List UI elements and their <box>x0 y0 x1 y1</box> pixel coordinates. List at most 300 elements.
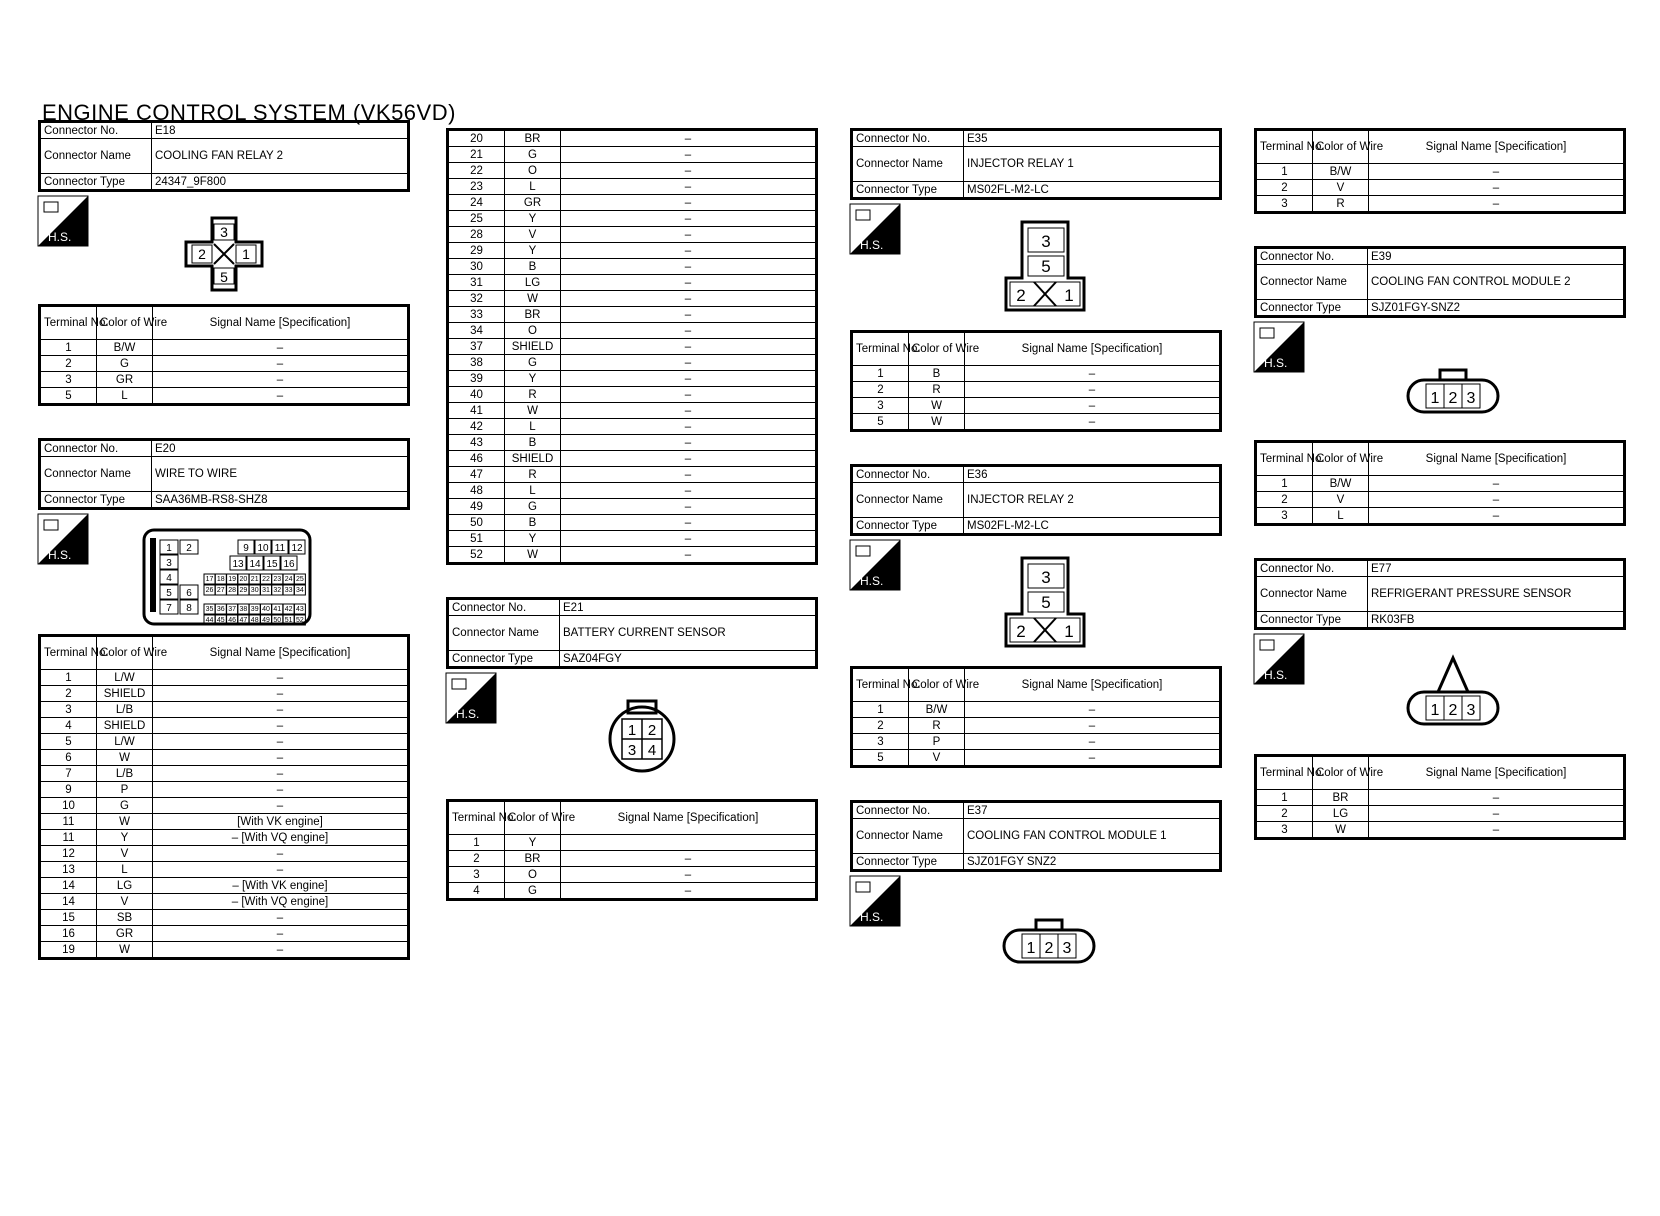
signal-cell: – <box>153 702 409 718</box>
pin-label: 23 <box>273 576 282 583</box>
signal-cell: – <box>153 846 409 862</box>
table-row <box>852 398 1221 414</box>
header-signal: Signal Name [Specification] <box>965 332 1221 366</box>
color-cell: SB <box>97 910 153 926</box>
color-cell: O <box>505 867 561 883</box>
table-row <box>448 339 817 355</box>
table-row <box>448 419 817 435</box>
table-row <box>1256 508 1625 525</box>
terminal-cell: 10 <box>40 798 97 814</box>
label: Connector No. <box>448 599 560 616</box>
connector-type: SAZ04FGY <box>560 651 817 668</box>
pin-label: 48 <box>250 617 259 624</box>
table-row <box>40 910 409 926</box>
signal-cell: – <box>1369 196 1625 213</box>
color-cell: V <box>909 750 965 767</box>
pin-table-e39 <box>1254 440 1626 526</box>
header-terminal: Terminal No. <box>852 668 909 702</box>
pin-label: 2 <box>1448 702 1458 719</box>
connector-info-e18 <box>38 120 410 192</box>
color-cell: B/W <box>97 340 153 356</box>
signal-cell: – <box>561 371 817 387</box>
signal-cell: – <box>561 451 817 467</box>
signal-cell: – <box>561 435 817 451</box>
color-cell: B <box>505 259 561 275</box>
pin-label: 2 <box>186 543 192 554</box>
signal-cell: – <box>965 750 1221 767</box>
pin-label: 1 <box>1430 702 1440 719</box>
color-cell: GR <box>97 372 153 388</box>
header-color: Color of Wire <box>97 636 153 670</box>
signal-cell: – <box>965 702 1221 718</box>
connector-face-e18 <box>184 216 264 292</box>
signal-cell: – <box>965 398 1221 414</box>
color-cell: Y <box>505 211 561 227</box>
signal-cell: – <box>561 147 817 163</box>
terminal-cell: 5 <box>40 388 97 405</box>
terminal-cell: 23 <box>448 179 505 195</box>
signal-cell: – <box>561 243 817 259</box>
signal-cell: – <box>561 211 817 227</box>
table-row <box>40 388 409 405</box>
color-cell: W <box>909 398 965 414</box>
terminal-cell: 42 <box>448 419 505 435</box>
hs-label: H.S. <box>860 574 884 588</box>
signal-cell: – <box>153 356 409 372</box>
terminal-cell: 2 <box>40 686 97 702</box>
pin-label: 1 <box>1026 940 1036 957</box>
signal-cell: – <box>965 734 1221 750</box>
pin-label: 39 <box>250 606 259 613</box>
terminal-cell: 20 <box>448 130 505 147</box>
terminal-cell: 6 <box>40 750 97 766</box>
pin-label: 13 <box>232 559 244 570</box>
color-cell: LG <box>505 275 561 291</box>
pin-label: 32 <box>273 587 282 594</box>
signal-cell: – <box>561 531 817 547</box>
color-cell: L/B <box>97 702 153 718</box>
connector-info-e77 <box>1254 558 1626 630</box>
harness-side-icon <box>446 673 496 723</box>
color-cell: Y <box>505 531 561 547</box>
table-row <box>448 195 817 211</box>
color-cell: L <box>505 419 561 435</box>
color-cell: B/W <box>1313 476 1369 492</box>
signal-cell: – <box>965 366 1221 382</box>
hs-label: H.S. <box>1264 668 1288 682</box>
color-cell: SHIELD <box>505 339 561 355</box>
pin-label: 8 <box>186 603 192 614</box>
connector-type: SJZ01FGY SNZ2 <box>964 854 1221 871</box>
terminal-cell: 11 <box>40 830 97 846</box>
pin-label: 6 <box>186 588 192 599</box>
signal-cell: – <box>561 163 817 179</box>
terminal-cell: 3 <box>40 702 97 718</box>
color-cell: L/B <box>97 766 153 782</box>
signal-cell: – <box>561 259 817 275</box>
terminal-cell: 25 <box>448 211 505 227</box>
color-cell: B/W <box>1313 164 1369 180</box>
table-row <box>448 883 817 900</box>
color-cell: O <box>505 163 561 179</box>
signal-cell: – [With VK engine] <box>153 878 409 894</box>
table-row <box>40 718 409 734</box>
color-cell: O <box>505 323 561 339</box>
pin-label: 36 <box>216 606 225 613</box>
label: Connector Name <box>448 616 560 651</box>
pin-label: 2 <box>198 246 206 262</box>
pin-label: 28 <box>228 587 236 594</box>
signal-cell: – <box>561 227 817 243</box>
pin-label: 3 <box>1041 568 1051 587</box>
table-row <box>852 414 1221 431</box>
table-row <box>40 814 409 830</box>
table-row <box>40 686 409 702</box>
pin-label: 44 <box>205 617 214 624</box>
terminal-cell: 37 <box>448 339 505 355</box>
pin-label: 21 <box>250 576 259 583</box>
label: Connector Name <box>852 819 964 854</box>
terminal-cell: 14 <box>40 894 97 910</box>
terminal-cell: 2 <box>852 718 909 734</box>
pin-label: 52 <box>296 617 304 624</box>
header-signal: Signal Name [Specification] <box>153 306 409 340</box>
pin-label: 3 <box>1466 390 1476 407</box>
color-cell: W <box>97 750 153 766</box>
column-2 <box>446 128 818 901</box>
signal-cell: – <box>965 414 1221 431</box>
pin-label: 3 <box>220 224 228 240</box>
table-row <box>40 926 409 942</box>
pin-label: 18 <box>216 576 225 583</box>
hs-label: H.S. <box>48 230 72 244</box>
table-row <box>40 734 409 750</box>
table-row <box>448 227 817 243</box>
pin-label: 31 <box>262 587 270 594</box>
pin-label: 42 <box>284 606 293 613</box>
table-row <box>448 467 817 483</box>
connector-diagram-e77 <box>1254 630 1626 754</box>
pin-label: 43 <box>296 606 304 613</box>
pin-table-e20-continued <box>446 128 818 565</box>
terminal-cell: 38 <box>448 355 505 371</box>
pin-label: 3 <box>627 742 637 759</box>
header-color: Color of Wire <box>505 801 561 835</box>
table-row <box>1256 196 1625 213</box>
pin-label: 15 <box>266 559 278 570</box>
terminal-cell: 33 <box>448 307 505 323</box>
pin-label: 2 <box>1448 390 1458 407</box>
hs-label: H.S. <box>860 238 884 252</box>
color-cell: W <box>505 291 561 307</box>
signal-cell: – <box>965 718 1221 734</box>
signal-cell: – <box>561 275 817 291</box>
signal-cell: – <box>561 323 817 339</box>
table-row <box>852 750 1221 767</box>
signal-cell: – <box>561 419 817 435</box>
color-cell: V <box>97 894 153 910</box>
label: Connector Type <box>40 174 152 191</box>
label: Connector No. <box>1256 248 1368 265</box>
table-row <box>852 734 1221 750</box>
page-title: ENGINE CONTROL SYSTEM (VK56VD) <box>42 100 456 125</box>
connector-diagram-e39 <box>1254 318 1626 440</box>
table-row <box>448 130 817 147</box>
header-terminal: Terminal No. <box>1256 442 1313 476</box>
label: Connector No. <box>40 122 152 139</box>
spacer <box>38 406 410 438</box>
color-cell: W <box>1313 822 1369 839</box>
terminal-cell: 1 <box>1256 164 1313 180</box>
pin-label: 2 <box>647 722 657 739</box>
table-row <box>448 307 817 323</box>
table-row <box>448 371 817 387</box>
terminal-cell: 40 <box>448 387 505 403</box>
signal-cell: – <box>1369 164 1625 180</box>
connector-info-e36 <box>850 464 1222 536</box>
connector-face-e20 <box>142 528 312 626</box>
signal-cell: – <box>1369 492 1625 508</box>
connector-diagram-e35 <box>850 200 1222 330</box>
terminal-cell: 5 <box>40 734 97 750</box>
signal-cell: – <box>561 499 817 515</box>
spacer <box>446 565 818 597</box>
terminal-cell: 2 <box>1256 492 1313 508</box>
terminal-cell: 39 <box>448 371 505 387</box>
table-row <box>852 382 1221 398</box>
terminal-cell: 3 <box>852 398 909 414</box>
signal-cell: – <box>1369 822 1625 839</box>
signal-cell: – <box>153 862 409 878</box>
table-row <box>448 323 817 339</box>
pin-table-e77 <box>1254 754 1626 840</box>
terminal-cell: 1 <box>1256 476 1313 492</box>
table-row <box>40 766 409 782</box>
table-row <box>448 483 817 499</box>
terminal-cell: 2 <box>1256 180 1313 196</box>
pin-table-e18 <box>38 304 410 406</box>
color-cell: L/W <box>97 670 153 686</box>
signal-cell: – <box>561 467 817 483</box>
pin-label: 11 <box>274 543 286 554</box>
pin-label: 3 <box>1062 940 1072 957</box>
color-cell: W <box>97 814 153 830</box>
signal-cell: – <box>153 750 409 766</box>
connector-face-e39 <box>1406 368 1500 414</box>
pin-label: 5 <box>220 269 228 285</box>
color-cell: L/W <box>97 734 153 750</box>
signal-cell: – <box>561 195 817 211</box>
terminal-cell: 3 <box>852 734 909 750</box>
spacer <box>1254 526 1626 558</box>
signal-cell: – <box>153 798 409 814</box>
table-row <box>40 830 409 846</box>
pin-label: 29 <box>239 587 248 594</box>
terminal-cell: 1 <box>40 670 97 686</box>
header-signal: Signal Name [Specification] <box>1369 756 1625 790</box>
header-signal: Signal Name [Specification] <box>965 668 1221 702</box>
pin-label: 1 <box>242 246 250 262</box>
table-row <box>40 862 409 878</box>
table-row <box>1256 492 1625 508</box>
pin-table-e37 <box>1254 128 1626 214</box>
terminal-cell: 21 <box>448 147 505 163</box>
pin-label: 20 <box>239 576 248 583</box>
pin-label: 7 <box>166 603 172 614</box>
pin-label: 24 <box>284 576 293 583</box>
header-color: Color of Wire <box>1313 130 1369 164</box>
connector-face-e37 <box>1002 918 1096 964</box>
color-cell: V <box>1313 492 1369 508</box>
color-cell: BR <box>505 130 561 147</box>
terminal-cell: 1 <box>852 366 909 382</box>
connector-no: E36 <box>964 466 1221 483</box>
terminal-cell: 47 <box>448 467 505 483</box>
header-terminal: Terminal No. <box>852 332 909 366</box>
harness-side-icon <box>1254 322 1304 372</box>
signal-cell: – <box>561 867 817 883</box>
terminal-cell: 31 <box>448 275 505 291</box>
pin-label: 3 <box>1041 232 1051 251</box>
terminal-cell: 3 <box>40 372 97 388</box>
table-row <box>448 211 817 227</box>
color-cell: R <box>505 467 561 483</box>
table-row <box>448 243 817 259</box>
terminal-cell: 52 <box>448 547 505 564</box>
table-row <box>40 846 409 862</box>
terminal-cell: 1 <box>448 835 505 851</box>
signal-cell: – <box>561 179 817 195</box>
signal-cell: – <box>561 547 817 564</box>
pin-label: 5 <box>1041 257 1051 276</box>
pin-table-e36 <box>850 666 1222 768</box>
table-row <box>1256 790 1625 806</box>
signal-cell: – <box>153 782 409 798</box>
terminal-cell: 11 <box>40 814 97 830</box>
terminal-cell: 12 <box>40 846 97 862</box>
label: Connector No. <box>1256 560 1368 577</box>
connector-no: E21 <box>560 599 817 616</box>
terminal-cell: 3 <box>1256 508 1313 525</box>
harness-side-icon <box>38 196 88 246</box>
pin-label: 50 <box>273 617 282 624</box>
harness-side-icon <box>38 514 88 564</box>
connector-type: MS02FL-M2-LC <box>964 518 1221 535</box>
label: Connector Name <box>40 139 152 174</box>
terminal-cell: 9 <box>40 782 97 798</box>
signal-cell: – <box>561 339 817 355</box>
signal-cell: – <box>561 515 817 531</box>
connector-name: COOLING FAN CONTROL MODULE 1 <box>964 819 1221 854</box>
spacer <box>850 768 1222 800</box>
pin-label: 25 <box>296 576 304 583</box>
color-cell: LG <box>97 878 153 894</box>
pin-label: 19 <box>228 576 236 583</box>
label: Connector Type <box>1256 300 1368 317</box>
terminal-cell: 32 <box>448 291 505 307</box>
color-cell: GR <box>505 195 561 211</box>
color-cell: G <box>505 355 561 371</box>
signal-cell: – [With VQ engine] <box>153 894 409 910</box>
connector-no: E18 <box>152 122 409 139</box>
color-cell: B/W <box>909 702 965 718</box>
color-cell: B <box>909 366 965 382</box>
table-row <box>40 372 409 388</box>
hs-label: H.S. <box>456 707 480 721</box>
connector-name: COOLING FAN CONTROL MODULE 2 <box>1368 265 1625 300</box>
pin-label: 4 <box>166 573 172 584</box>
label: Connector No. <box>852 466 964 483</box>
signal-cell: – <box>153 670 409 686</box>
signal-cell: – <box>561 483 817 499</box>
label: Connector No. <box>40 440 152 457</box>
label: Connector No. <box>852 130 964 147</box>
color-cell: Y <box>505 835 561 851</box>
table-row <box>1256 476 1625 492</box>
color-cell: R <box>909 718 965 734</box>
signal-cell: – <box>153 734 409 750</box>
table-row <box>448 291 817 307</box>
label: Connector Type <box>852 182 964 199</box>
table-row <box>448 275 817 291</box>
connector-diagram-e20 <box>38 510 410 634</box>
connector-name: INJECTOR RELAY 2 <box>964 483 1221 518</box>
pin-label: 4 <box>647 742 657 759</box>
color-cell: R <box>909 382 965 398</box>
signal-cell: – <box>561 307 817 323</box>
color-cell: GR <box>97 926 153 942</box>
color-cell: SHIELD <box>97 686 153 702</box>
header-signal: Signal Name [Specification] <box>561 801 817 835</box>
signal-cell: – <box>153 942 409 959</box>
color-cell: W <box>505 547 561 564</box>
color-cell: BR <box>505 851 561 867</box>
label: Connector No. <box>852 802 964 819</box>
color-cell: P <box>909 734 965 750</box>
color-cell: R <box>505 387 561 403</box>
pin-label: 41 <box>273 606 282 613</box>
pin-label: 9 <box>243 543 249 554</box>
terminal-cell: 1 <box>40 340 97 356</box>
signal-cell: – <box>153 926 409 942</box>
header-terminal: Terminal No. <box>1256 756 1313 790</box>
terminal-cell: 1 <box>1256 790 1313 806</box>
terminal-cell: 46 <box>448 451 505 467</box>
table-row <box>1256 180 1625 196</box>
connector-name: BATTERY CURRENT SENSOR <box>560 616 817 651</box>
pin-table-e35 <box>850 330 1222 432</box>
connector-type: SJZ01FGY-SNZ2 <box>1368 300 1625 317</box>
table-row <box>40 942 409 959</box>
connector-info-e37 <box>850 800 1222 872</box>
table-row <box>1256 822 1625 839</box>
label: Connector Name <box>1256 577 1368 612</box>
pin-label: 17 <box>205 576 214 583</box>
label: Connector Type <box>448 651 560 668</box>
table-row <box>448 355 817 371</box>
harness-side-icon <box>850 876 900 926</box>
header-terminal: Terminal No. <box>1256 130 1313 164</box>
terminal-cell: 2 <box>448 851 505 867</box>
pin-label: 16 <box>283 559 295 570</box>
hs-label: H.S. <box>860 910 884 924</box>
color-cell: W <box>505 403 561 419</box>
connector-no: E35 <box>964 130 1221 147</box>
color-cell: SHIELD <box>97 718 153 734</box>
pin-label: 12 <box>291 543 303 554</box>
color-cell: G <box>505 147 561 163</box>
connector-info-e21 <box>446 597 818 669</box>
